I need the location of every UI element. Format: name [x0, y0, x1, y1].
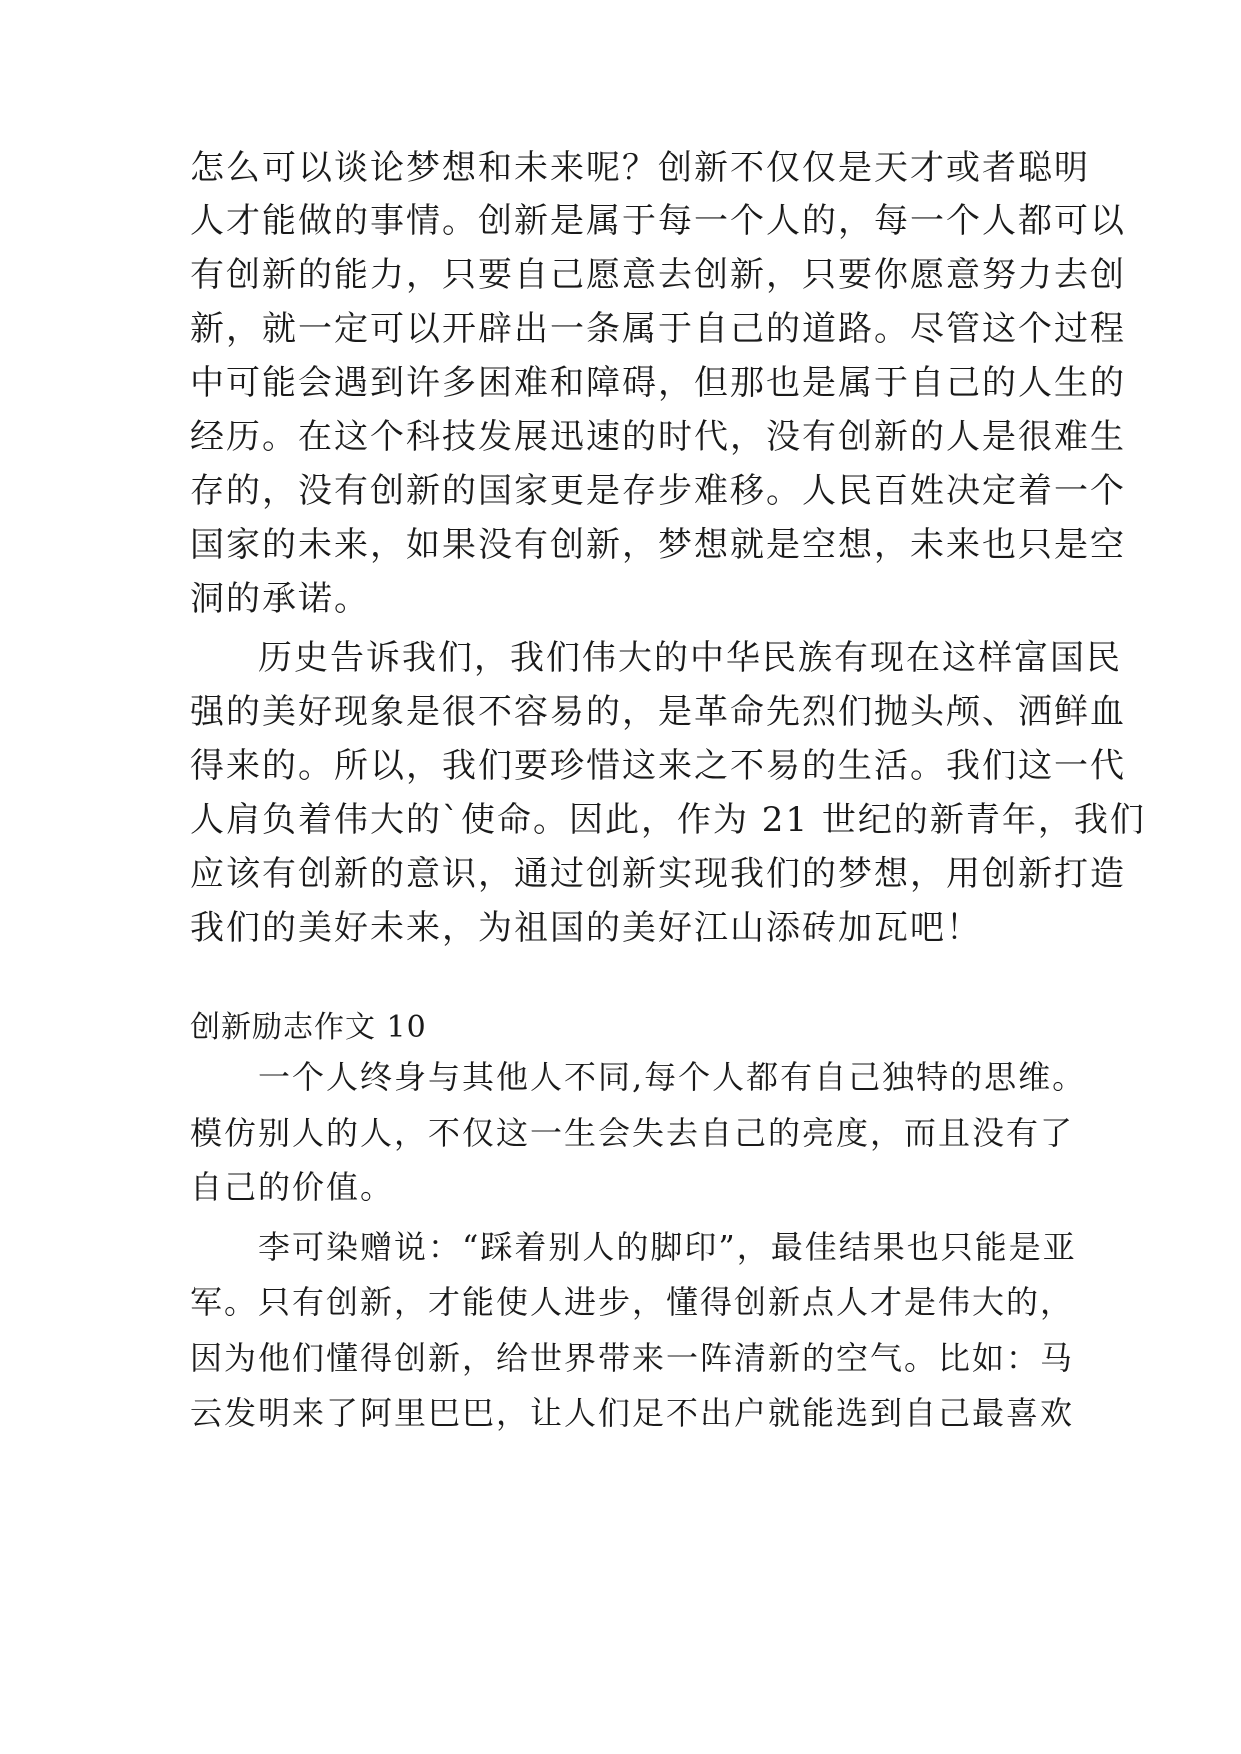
paragraph-line: 存的，没有创新的国家更是存步难移。人民百姓决定着一个	[190, 471, 1126, 511]
paragraph-line: 怎么可以谈论梦想和未来呢？创新不仅仅是天才或者聪明	[190, 148, 1090, 188]
paragraph-line: 得来的。所以，我们要珍惜这来之不易的生活。我们这一代	[190, 746, 1126, 786]
paragraph-line: 应该有创新的意识，通过创新实现我们的梦想，用创新打造	[190, 854, 1126, 894]
paragraph-line: 李可染赠说：“踩着别人的脚印”，最佳结果也只能是亚	[258, 1228, 1077, 1266]
paragraph-line: 人才能做的事情。创新是属于每一个人的，每一个人都可以	[190, 201, 1126, 241]
paragraph-line: 新，就一定可以开辟出一条属于自己的道路。尽管这个过程	[190, 309, 1126, 349]
paragraph-line: 军。只有创新，才能使人进步，懂得创新点人才是伟大的，	[190, 1283, 1075, 1321]
paragraph-line: 因为他们懂得创新，给世界带来一阵清新的空气。比如：马	[190, 1339, 1075, 1377]
paragraph-line: 人肩负着伟大的`使命。因此，作为 21 世纪的新青年，我们	[190, 800, 1146, 840]
paragraph-line: 我们的美好未来，为祖国的美好江山添砖加瓦吧！	[190, 908, 982, 948]
paragraph-line: 强的美好现象是很不容易的，是革命先烈们抛头颅、洒鲜血	[190, 692, 1126, 732]
paragraph-line: 洞的承诺。	[190, 579, 370, 619]
paragraph-line: 一个人终身与其他人不同,每个人都有自己独特的思维。	[258, 1058, 1087, 1096]
paragraph-line: 有创新的能力，只要自己愿意去创新，只要你愿意努力去创	[190, 255, 1126, 295]
paragraph-line: 国家的未来，如果没有创新，梦想就是空想，未来也只是空	[190, 525, 1126, 565]
paragraph-line: 云发明来了阿里巴巴，让人们足不出户就能选到自己最喜欢	[190, 1394, 1075, 1432]
paragraph-line: 自己的价值。	[190, 1168, 395, 1206]
section-title: 创新励志作文 10	[190, 1010, 427, 1045]
paragraph-line: 中可能会遇到许多困难和障碍，但那也是属于自己的人生的	[190, 363, 1126, 403]
paragraph-line: 历史告诉我们，我们伟大的中华民族有现在这样富国民	[258, 638, 1122, 678]
paragraph-line: 经历。在这个科技发展迅速的时代，没有创新的人是很难生	[190, 417, 1126, 457]
paragraph-line: 模仿别人的人，不仅这一生会失去自己的亮度，而且没有了	[190, 1114, 1075, 1152]
